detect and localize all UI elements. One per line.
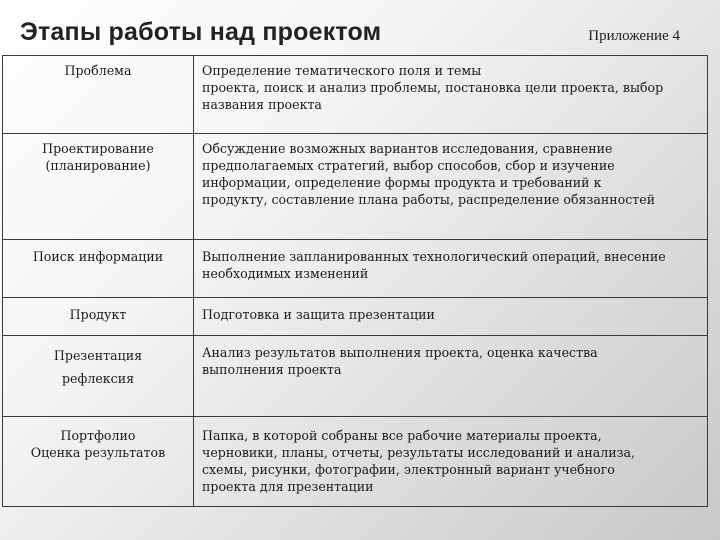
appendix-label: Приложение 4 [588, 28, 680, 44]
stage-cell [3, 56, 194, 134]
stage-description: Обсуждение возможных вариантов исследования, сравнение предполагаемых стратегий, выбор способов, сбор и изучение информации, определение формы продукта и требований к продукту, составление плана работы, распределение обязанностей [202, 141, 656, 207]
stage-label: Продукт [69, 307, 127, 322]
stage-cell [3, 134, 194, 240]
stage-label: Поиск информации [32, 249, 164, 264]
table-row [3, 134, 708, 240]
stage-label: Портфолио Оценка результатов [30, 428, 166, 460]
stage-cell [3, 240, 194, 298]
description-cell [194, 298, 708, 336]
stage-description: Папка, в которой собраны все рабочие материалы проекта, черновики, планы, отчеты, результаты исследований и анализа, схемы, рисунки, фотографии, электронный вариант учебного проекта для презентации [202, 428, 635, 494]
description-cell [194, 56, 708, 134]
table-row [3, 298, 708, 336]
stage-description: Определение тематического поля и темы проекта, поиск и анализ проблемы, постановка цели проекта, выбор названия проекта [202, 63, 664, 112]
stage-label: Презентация рефлексия [53, 348, 143, 386]
stage-cell [3, 298, 194, 336]
table-row [3, 417, 708, 507]
stages-table [2, 55, 708, 507]
page-title: Этапы работы над проектом [20, 18, 382, 46]
stage-label: Проектирование (планирование) [42, 141, 154, 173]
description-cell [194, 417, 708, 507]
description-cell [194, 240, 708, 298]
stage-description: Выполнение запланированных технологический операций, внесение необходимых изменений [202, 249, 666, 281]
description-cell [194, 336, 708, 417]
stage-cell [3, 336, 194, 417]
table-row [3, 336, 708, 417]
stage-cell [3, 417, 194, 507]
stage-description: Анализ результатов выполнения проекта, оценка качества выполнения проекта [202, 345, 598, 377]
table-row [3, 56, 708, 134]
table-row [3, 240, 708, 298]
description-cell [194, 134, 708, 240]
stage-label: Проблема [64, 63, 132, 78]
stage-description: Подготовка и защита презентации [202, 307, 435, 322]
